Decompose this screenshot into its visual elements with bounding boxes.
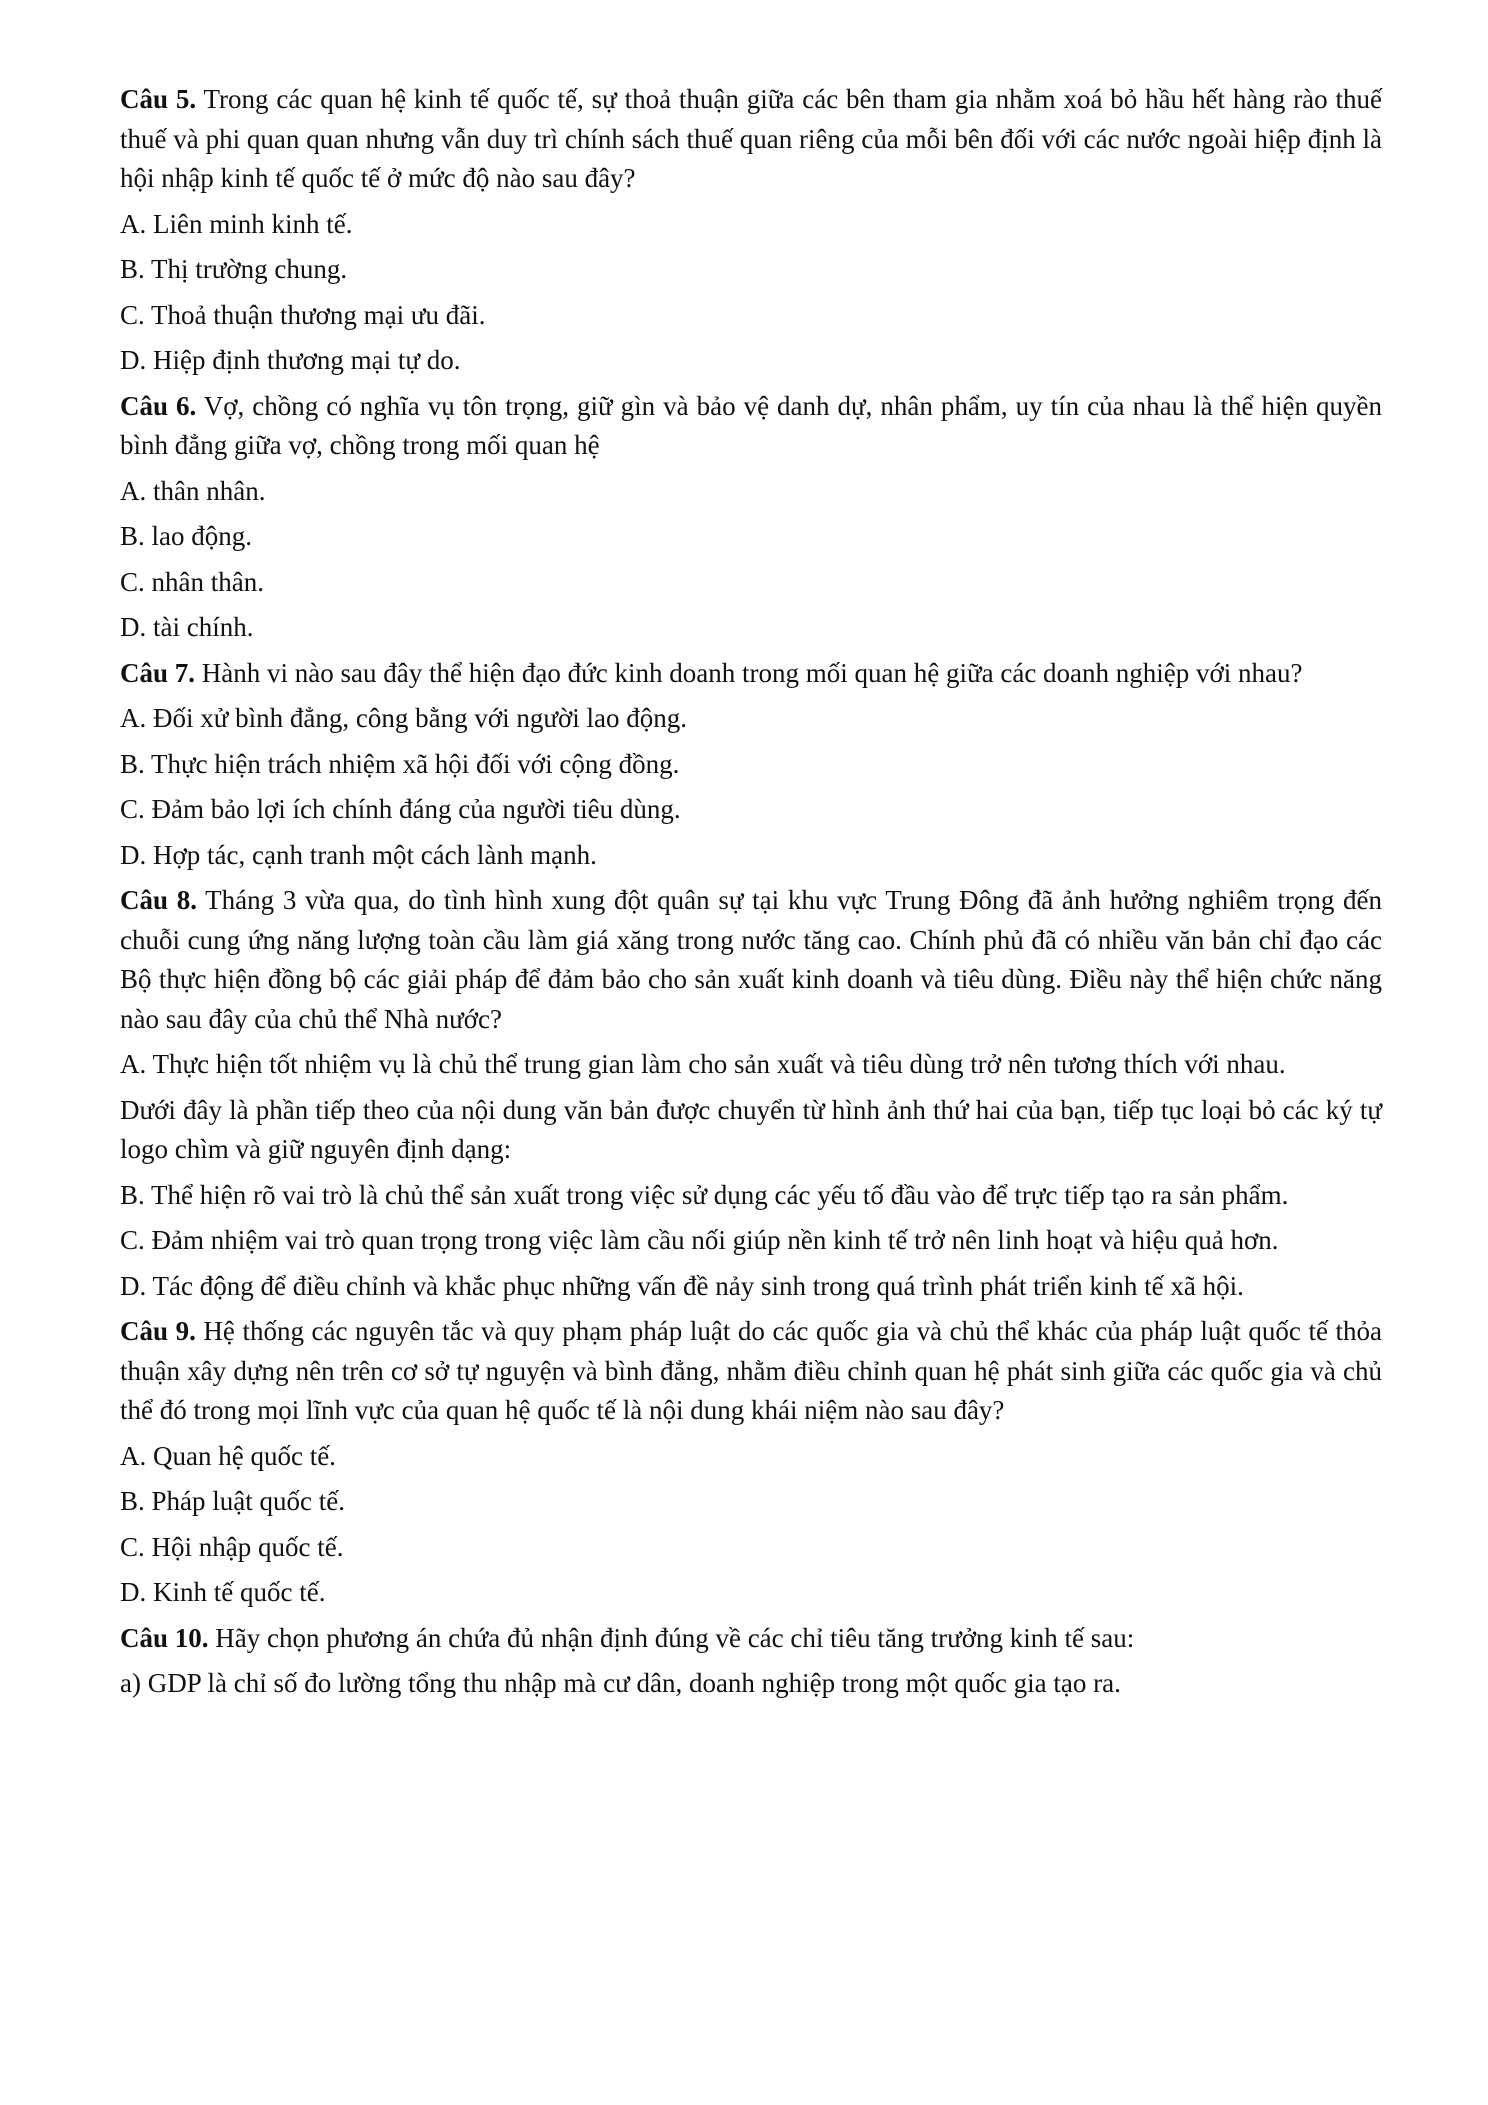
statement-a: a) GDP là chỉ số đo lường tổng thu nhập mà cư dân, doanh nghiệp trong một quốc gia tạo ra. xyxy=(120,1668,1121,1698)
question-text: Hãy chọn phương án chứa đủ nhận định đúng về các chỉ tiêu tăng trưởng kinh tế sau: xyxy=(208,1622,1135,1653)
question-9 xyxy=(120,1312,1382,1431)
question-5 xyxy=(120,80,1382,199)
option-a: A. thân nhân. xyxy=(120,475,266,506)
option-c: C. Thoả thuận thương mại ưu đãi. xyxy=(120,299,486,330)
question-text: Tháng 3 vừa qua, do tình hình xung đột quân sự tại khu vực Trung Đông đã ảnh hưởng nghiêm trọng đến chuỗi cung ứng năng lượng toàn cầu làm giá xăng trong nước tăng cao. Chính phủ đã có nhiều văn bản chỉ đạo các Bộ thực hiện đồng bộ các giải pháp để đảm bảo cho sản xuất kinh doanh và tiêu dùng. Điều này thể hiện chức năng nào sau đây của chủ thể Nhà nước? xyxy=(120,885,1382,1034)
question-8 xyxy=(120,881,1382,1039)
option-c: C. nhân thân. xyxy=(120,566,264,597)
option-a: A. Quan hệ quốc tế. xyxy=(120,1440,336,1471)
question-text: Trong các quan hệ kinh tế quốc tế, sự thoả thuận giữa các bên tham gia nhằm xoá bỏ hầu hết hàng rào thuế thuế và phi quan quan nhưng vẫn duy trì chính sách thuế quan riêng của mỗi bên đối với các nước ngoài hiệp định là hội nhập kinh tế quốc tế ở mức độ nào sau đây? xyxy=(120,84,1383,193)
option-a: A. Thực hiện tốt nhiệm vụ là chủ thể trung gian làm cho sản xuất và tiêu dùng trở nên tương thích với nhau. xyxy=(120,1049,1286,1079)
option-c: C. Hội nhập quốc tế. xyxy=(120,1531,344,1562)
question-label: Câu 8. xyxy=(120,885,197,915)
question-label: Câu 6. xyxy=(120,390,197,421)
question-10 xyxy=(120,1619,1382,1659)
question-text: Vợ, chồng có nghĩa vụ tôn trọng, giữ gìn và bảo vệ danh dự, nhân phẩm, uy tín của nhau là thể hiện quyền bình đẳng giữa vợ, chồng trong mối quan hệ xyxy=(120,390,1382,460)
option-c: C. Đảm bảo lợi ích chính đáng của người tiêu dùng. xyxy=(120,794,681,824)
exam-page xyxy=(120,80,1382,1704)
option-c: C. Đảm nhiệm vai trò quan trọng trong việc làm cầu nối giúp nền kinh tế trở nên linh hoạt và hiệu quả hơn. xyxy=(120,1225,1279,1255)
option-a: A. Đối xử bình đẳng, công bằng với người lao động. xyxy=(120,703,688,733)
question-label: Câu 10. xyxy=(120,1622,209,1653)
option-d: D. Kinh tế quốc tế. xyxy=(120,1577,326,1607)
question-text: Hành vi nào sau đây thể hiện đạo đức kinh doanh trong mối quan hệ giữa các doanh nghiệp với nhau? xyxy=(195,657,1303,688)
option-d: D. tài chính. xyxy=(120,612,254,642)
question-text: Hệ thống các nguyên tắc và quy phạm pháp luật do các quốc gia và chủ thể khác của pháp luật quốc tế thỏa thuận xây dựng nên trên cơ sở tự nguyện và bình đẳng, nhằm điều chỉnh quan hệ phát sinh giữa các quốc gia và chủ thể đó trong mọi lĩnh vực của quan hệ quốc tế là nội dung khái niệm nào sau đây? xyxy=(120,1316,1382,1425)
question-label: Câu 7. xyxy=(120,657,196,688)
question-label: Câu 5. xyxy=(120,84,197,114)
option-d: D. Hiệp định thương mại tự do. xyxy=(120,345,461,375)
option-b: B. Thể hiện rõ vai trò là chủ thể sản xuất trong việc sử dụng các yếu tố đầu vào để trực tiếp tạo ra sản phẩm. xyxy=(120,1179,1289,1210)
option-b: B. Thị trường chung. xyxy=(120,254,348,284)
question-6 xyxy=(120,387,1382,466)
question-7 xyxy=(120,654,1382,694)
option-b: B. lao động. xyxy=(120,521,252,551)
option-b: B. Pháp luật quốc tế. xyxy=(120,1486,345,1516)
option-d: D. Hợp tác, cạnh tranh một cách lành mạnh. xyxy=(120,839,597,870)
transcription-note: Dưới đây là phần tiếp theo của nội dung văn bản được chuyển từ hình ảnh thứ hai của bạn, tiếp tục loại bỏ các ký tự logo chìm và giữ nguyên định dạng: xyxy=(120,1094,1382,1164)
question-label: Câu 9. xyxy=(120,1316,196,1346)
option-a: A. Liên minh kinh tế. xyxy=(120,208,353,239)
option-d: D. Tác động để điều chỉnh và khắc phục những vấn đề nảy sinh trong quá trình phát triển kinh tế xã hội. xyxy=(120,1270,1244,1301)
option-b: B. Thực hiện trách nhiệm xã hội đối với cộng đồng. xyxy=(120,748,680,779)
